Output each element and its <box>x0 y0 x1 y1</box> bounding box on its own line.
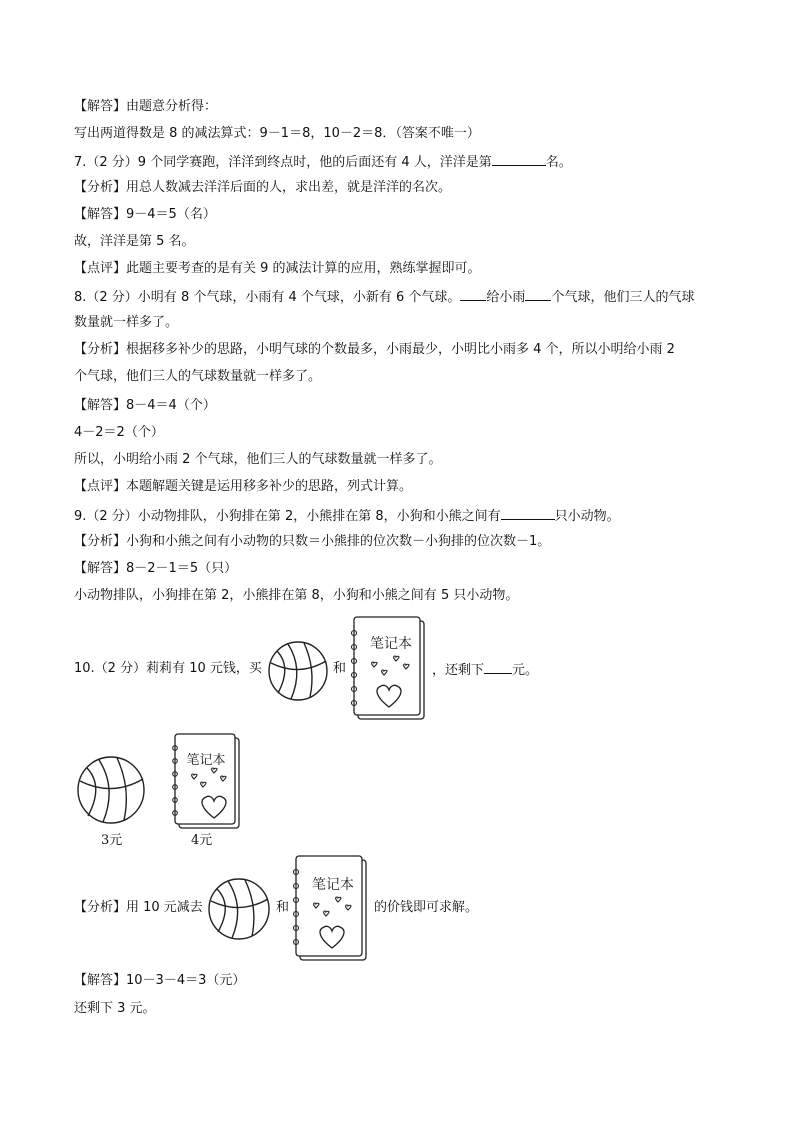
q7-text-b: 名。 <box>545 155 572 170</box>
ball-icon <box>266 637 330 705</box>
q10-solution: 【解答】10－3－4＝3（元） <box>74 973 246 988</box>
notebook-title: 笔记本 <box>370 636 412 652</box>
q8-solution-3: 所以，小明给小雨 2 个气球，他们三人的气球数量就一样多了。 <box>74 452 442 467</box>
q10-analysis-he: 和 <box>276 900 290 915</box>
q10-answer: 还剩下 3 元。 <box>74 1001 156 1016</box>
notebook-price-icon <box>170 732 244 832</box>
q7-solution: 【解答】9－4＝5（名） <box>74 207 216 222</box>
q8-analysis-1: 【分析】根据移多补少的思路，小明气球的个数最多，小雨最少，小明比小雨多 4 个，所以小明给小雨 2 <box>74 342 675 357</box>
q9-analysis: 【分析】小狗和小熊之间有小动物的只数＝小熊排的位次数－小狗排的位次数－1。 <box>74 534 551 549</box>
q8-solution-2: 4－2＝2（个） <box>74 425 164 440</box>
q7-analysis: 【分析】用总人数减去洋洋后面的人，求出差，就是洋洋的名次。 <box>74 180 452 195</box>
notebook-icon <box>346 615 430 723</box>
ball-price: 3元 <box>101 833 123 848</box>
answer-formula: 写出两道得数是 8 的减法算式：9－1＝8，10－2＝8．（答案不唯一） <box>74 126 480 141</box>
q8-comment: 【点评】本题解题关键是运用移多补少的思路，列式计算。 <box>74 479 413 494</box>
q8-text-a: 8.（2 分）小明有 8 个气球，小雨有 4 个气球，小新有 6 个气球。 <box>74 290 461 305</box>
q8-text-c: 个气球，他们三人的气球 <box>551 290 695 305</box>
q8-blank-2[interactable] <box>525 287 551 301</box>
notebook-analysis-icon <box>288 854 372 964</box>
q9-solution: 【解答】8－2－1＝5（只） <box>74 561 238 576</box>
q10-text-a: 10.（2 分）莉莉有 10 元钱，买 <box>74 661 262 676</box>
q7-text-a: 7.（2 分）9 个同学赛跑，洋洋到终点时，他的后面还有 4 人，洋洋是第 <box>74 155 492 170</box>
q9-text-b: 只小动物。 <box>554 509 620 524</box>
notebook-price-title: 笔记本 <box>186 753 226 768</box>
q7-comment: 【点评】此题主要考查的是有关 9 的减法计算的应用，熟练掌握即可。 <box>74 261 481 276</box>
question-7 <box>74 152 572 172</box>
ball-price-icon <box>74 752 148 828</box>
ball-analysis-icon <box>206 874 272 944</box>
notebook-price: 4元 <box>191 833 213 848</box>
q9-text-a: 9.（2 分）小动物排队，小狗排在第 2，小熊排在第 8，小狗和小熊之间有 <box>74 509 501 524</box>
notebook-analysis-title: 笔记本 <box>312 877 354 893</box>
q8-analysis-2: 个气球，他们三人的气球数量就一样多了。 <box>74 369 322 384</box>
q10-he: 和 <box>333 661 347 676</box>
q8-text-d: 数量就一样多了。 <box>74 315 179 330</box>
q10-analysis-a: 【分析】用 10 元减去 <box>74 900 203 915</box>
q10-text-c: 元。 <box>512 663 539 678</box>
question-8 <box>74 287 694 307</box>
q7-conclusion: 故，洋洋是第 5 名。 <box>74 234 195 249</box>
q8-blank-1[interactable] <box>460 287 486 301</box>
answer-intro: 【解答】由题意分析得： <box>74 99 218 114</box>
question-9 <box>74 506 620 526</box>
q8-solution-1: 【解答】8－4＝4（个） <box>74 398 216 413</box>
q8-text-b: 给小雨 <box>486 290 526 305</box>
q9-answer: 小动物排队，小狗排在第 2，小熊排在第 8，小狗和小熊之间有 5 只小动物。 <box>74 588 519 603</box>
q10-text-b: ，还剩下 <box>432 663 485 678</box>
q9-blank[interactable] <box>501 506 555 520</box>
q10-remaining <box>432 660 538 680</box>
q10-analysis-b: 的价钱即可求解。 <box>374 900 479 915</box>
q7-blank[interactable] <box>492 152 546 166</box>
q10-blank[interactable] <box>484 660 512 674</box>
